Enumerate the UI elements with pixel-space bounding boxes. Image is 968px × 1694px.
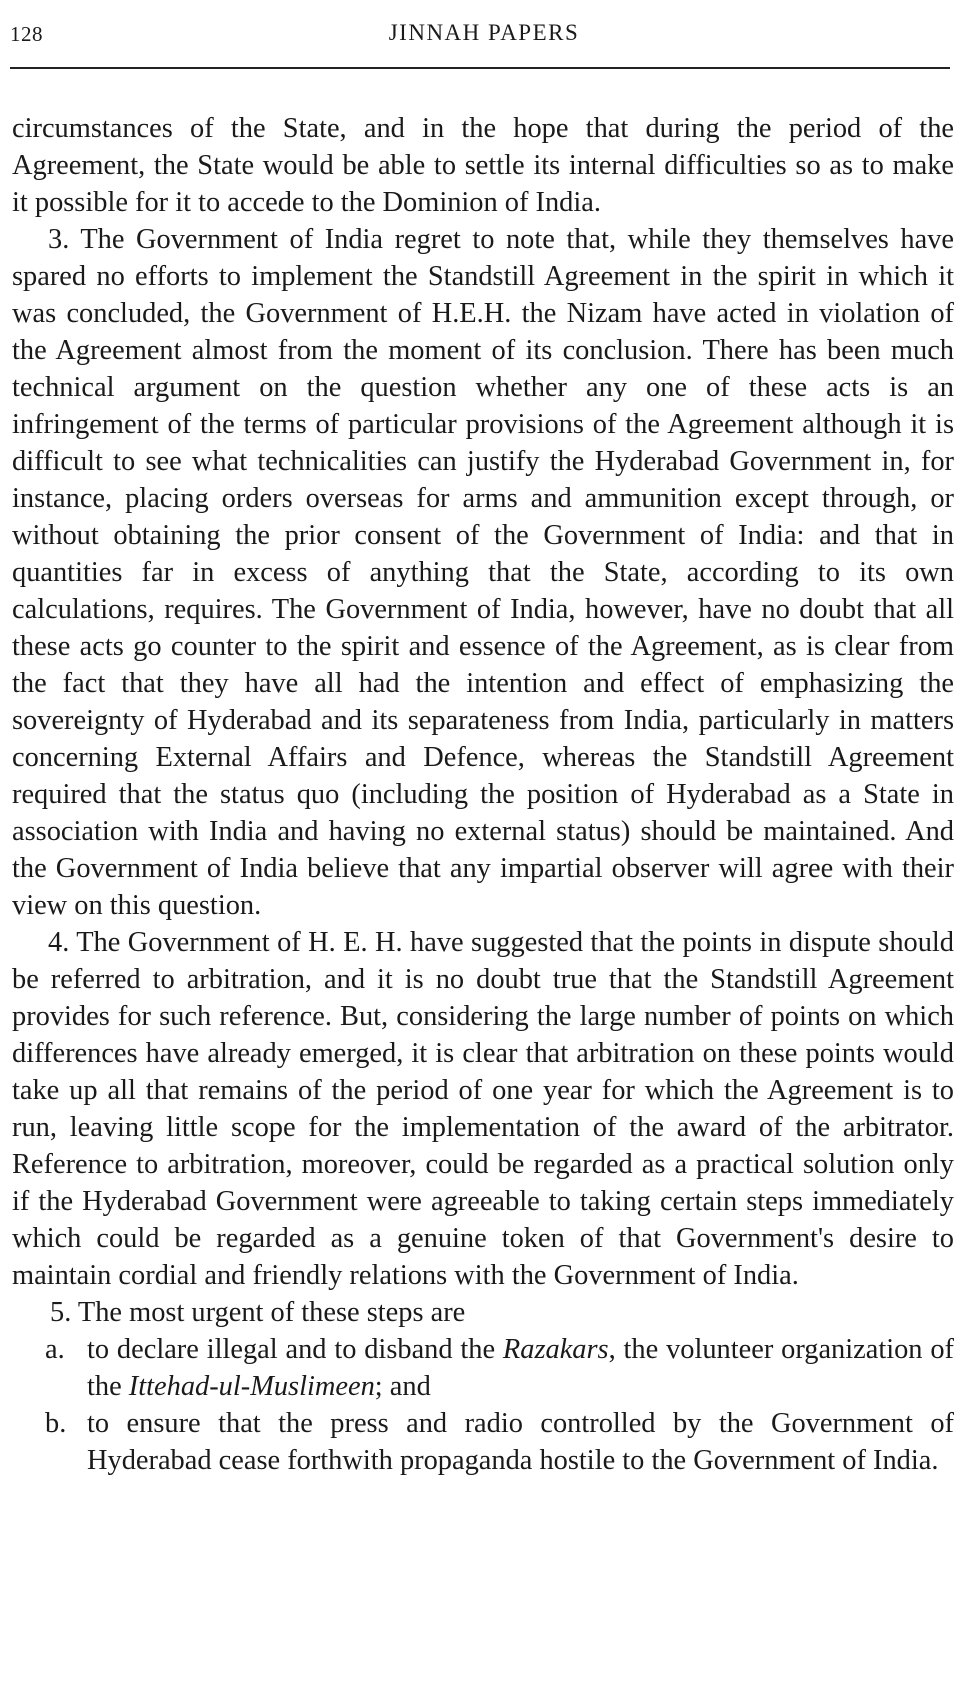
list-item-a-text-1: to declare illegal and to disband the bbox=[87, 1334, 503, 1365]
list-item-a bbox=[12, 1331, 954, 1405]
paragraph-5: 5. The most urgent of these steps are bbox=[50, 1297, 466, 1328]
paragraph-continuation: circumstances of the State, and in the hope that during the period of the Agreement, the State would be able to settle its internal difficulties so as to make it possible for it to accede to the Dominion of India. bbox=[12, 113, 954, 218]
page-number: 128 bbox=[10, 22, 43, 46]
paragraph-3: 3. The Government of India regret to note that, while they themselves have spared no efforts to implement the Standstill Agreement in the spirit in which it was concluded, the Government of H.E.H. the Nizam have acted in violation of the Agreement almost from the moment of its conclusion. There has been much technical argument on the question whether any one of these acts is an infringement of the terms of particular provisions of the Agreement although it is difficult to see what technicalities can justify the Hyderabad Government in, for instance, placing orders overseas for arms and ammunition except through, or without obtaining the prior consent of the Government of India: and that in quantities far in excess of anything that the State, according to its own calculations, requires. The Government of India, however, have no doubt that all these acts go counter to the spirit and essence of the Agreement, as is clear from the fact that they have all had the intention and effect of emphasizing the sovereignty of Hyderabad and its separateness from India, particularly in matters concerning External Affairs and Defence, whereas the Standstill Agreement required that the status quo (including the position of Hyderabad as a State in association with India and having no external status) should be maintained. And the Government of India believe that any impartial observer will agree with their view on this question. bbox=[12, 224, 954, 921]
list-letter-b: b. bbox=[45, 1408, 67, 1439]
page-header bbox=[0, 14, 968, 54]
list-item-a-italic-1: Razakars bbox=[502, 1334, 609, 1365]
header-rule bbox=[10, 67, 950, 69]
list-item-b bbox=[12, 1405, 954, 1479]
paragraph-4: 4. The Government of H. E. H. have suggested that the points in dispute should be referred to arbitration, and it is no doubt true that the Standstill Agreement provides for such reference. But, considering the large number of points on which differences have already emerged, it is clear that arbitration on these points would take up all that remains of the period of one year for which the Agreement is to run, leaving little scope for the implementation of the award of the arbitrator. Reference to arbitration, moreover, could be regarded as a practical solution only if the Hyderabad Government were agreeable to taking certain steps immediately which could be regarded as a genuine token of that Government's desire to maintain cordial and friendly relations with the Government of India. bbox=[12, 927, 954, 1291]
list-item-a-italic-2: Ittehad-ul-Muslimeen bbox=[128, 1371, 375, 1402]
list-letter-a: a. bbox=[45, 1334, 65, 1365]
list-item-a-text-3: ; and bbox=[374, 1371, 431, 1402]
page-body bbox=[12, 110, 954, 1479]
list-item-b-text: to ensure that the press and radio controlled by the Government of Hyderabad cease forthwith propaganda hostile to the Government of India. bbox=[87, 1408, 954, 1476]
list-item-a-text-2: , the volunteer organization of the bbox=[87, 1334, 954, 1402]
running-head: JINNAH PAPERS bbox=[388, 20, 580, 45]
